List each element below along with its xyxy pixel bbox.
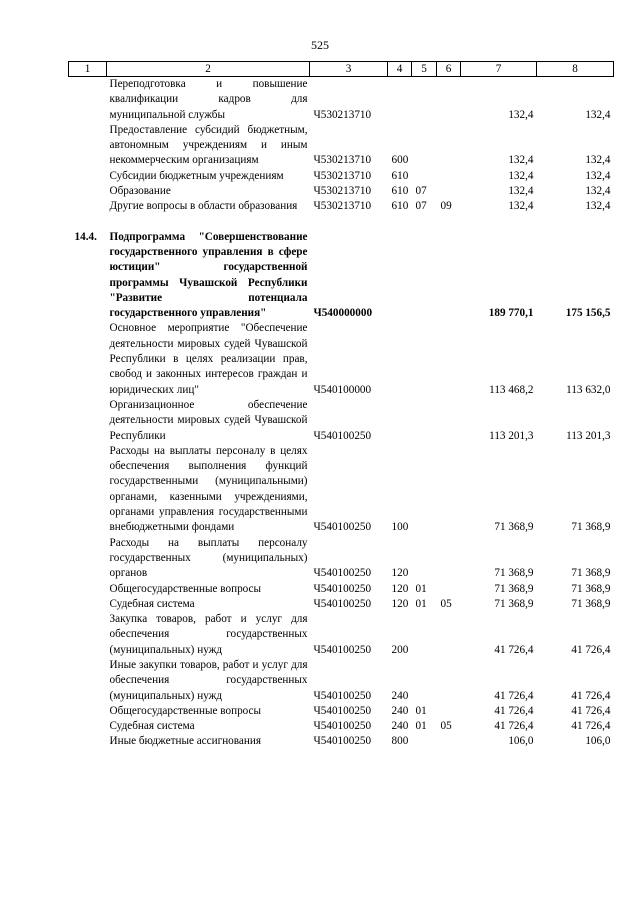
table-row: [69, 444, 614, 536]
section-code: [412, 169, 437, 184]
amount-col7: 113 201,3: [489, 429, 534, 442]
item-name: Судебная система: [109, 597, 195, 610]
subsection-code: [437, 398, 461, 444]
table-row: [69, 77, 614, 123]
item-name: Расходы на выплаты персоналу государственных (муниципальных) органов: [109, 536, 308, 580]
target-code: Ч540100250: [313, 521, 372, 534]
subsection-code: [437, 184, 461, 199]
amount-col7: 106,0: [508, 735, 534, 748]
table-row: [69, 184, 614, 199]
table-row: [69, 123, 614, 169]
target-code: Ч540100250: [313, 704, 372, 717]
amount-col7: 41 726,4: [494, 643, 534, 656]
table-header: [69, 62, 614, 77]
item-name: Расходы на выплаты персоналу в целях обеспечения выполнения функций государственными (муниципальными) органами, казенными учреждениями, органами управления государственными внебюджетными фондами: [109, 444, 308, 534]
table-row: [69, 734, 614, 749]
amount-col8: 132,4: [585, 185, 611, 198]
target-code: Ч540100250: [313, 735, 372, 748]
target-code: Ч530213710: [313, 108, 372, 121]
item-name: Другие вопросы в области образования: [109, 200, 298, 213]
target-code: Ч530213710: [313, 200, 372, 213]
amount-col8: 41 726,4: [571, 643, 611, 656]
amount-col8: 113 632,0: [566, 383, 611, 396]
spacer-row: [69, 215, 614, 230]
amount-col8: 41 726,4: [571, 689, 611, 702]
section-code: 01: [415, 704, 427, 717]
page-number: 525: [311, 38, 329, 52]
amount-col7: 132,4: [508, 108, 534, 121]
subsection-code: 05: [440, 597, 452, 610]
section-code: [412, 77, 437, 123]
row-number: [69, 597, 107, 612]
header-row: [69, 62, 614, 77]
subsection-code: [437, 169, 461, 184]
amount-col7: 71 368,9: [494, 597, 534, 610]
expense-type: [388, 398, 412, 444]
row-number: 14.4.: [74, 230, 97, 243]
section-code: [412, 398, 437, 444]
amount-col8: 113 201,3: [566, 429, 611, 442]
target-code: Ч540100250: [313, 567, 372, 580]
header-cell: 3: [310, 62, 388, 77]
amount-col7: 41 726,4: [494, 720, 534, 733]
amount-col7: 71 368,9: [494, 582, 534, 595]
amount-col8: 71 368,9: [571, 597, 611, 610]
item-name: Переподготовка и повышение квалификации кадров для муниципальной службы: [109, 78, 308, 121]
expense-type: 600: [391, 154, 409, 167]
expense-type: 610: [391, 200, 409, 213]
item-name: Общегосударственные вопросы: [109, 582, 262, 595]
expense-type: [388, 77, 412, 123]
section-code: 01: [415, 597, 427, 610]
subsection-code: 09: [440, 200, 452, 213]
target-code: Ч530213710: [313, 169, 372, 182]
table-row: [69, 719, 614, 734]
section-code: [412, 321, 437, 397]
row-number: [69, 184, 107, 199]
table-row: [69, 199, 614, 214]
row-number: [69, 719, 107, 734]
subsection-code: [437, 536, 461, 582]
expense-type: 120: [391, 582, 409, 595]
table-row: [69, 230, 614, 322]
amount-col8: 132,4: [585, 108, 611, 121]
row-number: [69, 77, 107, 123]
item-name: Предоставление субсидий бюджетным, автономным учреждениям и иным некоммерческим организациям: [109, 123, 308, 167]
expense-type: 200: [391, 643, 409, 656]
row-number: [69, 582, 107, 597]
section-code: [412, 444, 437, 536]
header-cell: 4: [388, 62, 412, 77]
subsection-code: [437, 444, 461, 536]
amount-col7: 41 726,4: [494, 689, 534, 702]
expense-type: 120: [391, 567, 409, 580]
target-code: Ч540100250: [313, 720, 372, 733]
target-code: Ч540100000: [313, 383, 372, 396]
expense-type: 100: [391, 521, 409, 534]
amount-col7: 71 368,9: [494, 567, 534, 580]
amount-col8: 71 368,9: [571, 521, 611, 534]
subsection-code: [437, 321, 461, 397]
row-number: [69, 444, 107, 536]
header-cell: 6: [437, 62, 461, 77]
expense-type: 240: [391, 704, 409, 717]
amount-col8: 41 726,4: [571, 704, 611, 717]
expense-type: 120: [391, 597, 409, 610]
table-row: [69, 612, 614, 658]
section-code: [412, 658, 437, 704]
row-number: [69, 734, 107, 749]
target-code: Ч540100250: [313, 582, 372, 595]
subsection-code: [437, 658, 461, 704]
target-code: Ч540100250: [313, 429, 372, 442]
table-row: [69, 704, 614, 719]
item-name: Подпрограмма "Совершенствование государственного управления в сфере юстиции" государственной программы Чувашской Республики "Развитие потенциала государственного управления": [109, 230, 308, 320]
expense-type: [388, 321, 412, 397]
item-name: Образование: [109, 185, 171, 198]
row-number: [69, 536, 107, 582]
item-name: Субсидии бюджетным учреждениям: [109, 169, 284, 182]
item-name: Иные бюджетные ассигнования: [109, 735, 261, 748]
amount-col7: 132,4: [508, 154, 534, 167]
amount-col8: 106,0: [585, 735, 611, 748]
amount-col8: 132,4: [585, 200, 611, 213]
row-number: [69, 658, 107, 704]
expense-type: 610: [391, 169, 409, 182]
target-code: Ч540100250: [313, 689, 372, 702]
amount-col7: 132,4: [508, 169, 534, 182]
row-number: [69, 169, 107, 184]
section-code: 01: [415, 582, 427, 595]
table-body: [69, 77, 614, 750]
amount-col8: 175 156,5: [565, 307, 611, 320]
row-number: [69, 199, 107, 214]
item-name: Иные закупки товаров, работ и услуг для обеспечения государственных (муниципальных) нужд: [109, 658, 308, 702]
amount-col8: 71 368,9: [571, 567, 611, 580]
row-number: [69, 321, 107, 397]
expense-type: 240: [391, 689, 409, 702]
item-name: Судебная система: [109, 720, 195, 733]
subsection-code: [437, 77, 461, 123]
item-name: Общегосударственные вопросы: [109, 704, 262, 717]
section-code: [412, 536, 437, 582]
header-cell: 7: [461, 62, 537, 77]
amount-col8: 71 368,9: [571, 582, 611, 595]
subsection-code: [437, 704, 461, 719]
header-cell: 2: [107, 62, 310, 77]
amount-col7: 132,4: [508, 185, 534, 198]
row-number: [69, 398, 107, 444]
section-code: 07: [415, 185, 427, 198]
row-number: [69, 612, 107, 658]
item-name: Организационное обеспечение деятельности мировых судей Чувашской Республики: [109, 398, 308, 442]
table-row: [69, 536, 614, 582]
expense-type: [388, 230, 412, 322]
header-cell: 1: [69, 62, 107, 77]
section-code: [412, 734, 437, 749]
section-code: [412, 612, 437, 658]
section-code: 01: [415, 720, 427, 733]
subsection-code: [437, 230, 461, 322]
expense-type: 240: [391, 720, 409, 733]
section-code: [412, 123, 437, 169]
table-row: [69, 398, 614, 444]
table-row: [69, 597, 614, 612]
header-cell: 5: [412, 62, 437, 77]
amount-col7: 113 468,2: [489, 383, 534, 396]
table-row: [69, 582, 614, 597]
item-name: Закупка товаров, работ и услуг для обеспечения государственных (муниципальных) нужд: [109, 613, 308, 656]
subsection-code: [437, 123, 461, 169]
subsection-code: [437, 734, 461, 749]
item-name: Основное мероприятие "Обеспечение деятельности мировых судей Чувашской Республики в целях реализации прав, свобод и законных интересов граждан и юридических лиц": [109, 322, 308, 396]
section-code: [412, 230, 437, 322]
amount-col8: 41 726,4: [571, 720, 611, 733]
target-code: Ч530213710: [313, 185, 372, 198]
target-code: Ч540100250: [313, 597, 372, 610]
amount-col7: 41 726,4: [494, 704, 534, 717]
target-code: Ч530213710: [313, 154, 372, 167]
expense-type: 610: [391, 185, 409, 198]
amount-col7: 132,4: [508, 200, 534, 213]
amount-col8: 132,4: [585, 169, 611, 182]
amount-col7: 189 770,1: [488, 307, 534, 320]
target-code: Ч540100250: [313, 643, 372, 656]
budget-table: [68, 61, 614, 750]
subsection-code: [437, 582, 461, 597]
subsection-code: [437, 612, 461, 658]
expense-type: 800: [391, 735, 409, 748]
table-row: [69, 658, 614, 704]
subsection-code: 05: [440, 720, 452, 733]
amount-col8: 132,4: [585, 154, 611, 167]
amount-col7: 71 368,9: [494, 521, 534, 534]
table-row: [69, 169, 614, 184]
section-code: 07: [415, 200, 427, 213]
row-number: [69, 123, 107, 169]
target-code: Ч540000000: [313, 307, 373, 320]
table-row: [69, 321, 614, 397]
row-number: [69, 704, 107, 719]
header-cell: 8: [537, 62, 614, 77]
